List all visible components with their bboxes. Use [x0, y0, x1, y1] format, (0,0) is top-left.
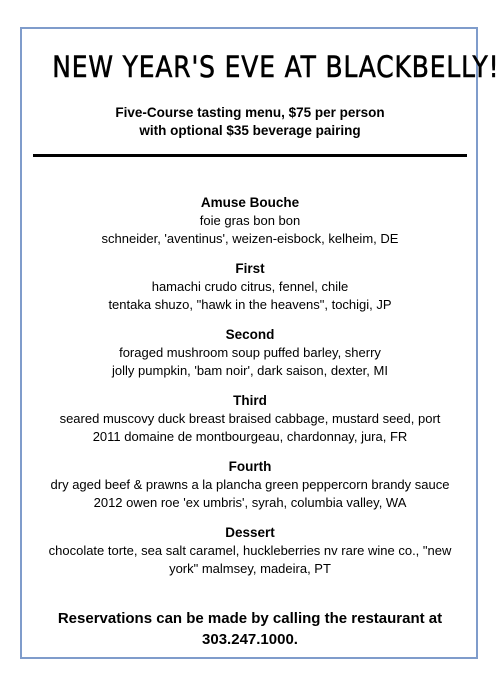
- course-pairing: tentaka shuzo, "hawk in the heavens", tochigi, JP: [108, 297, 392, 312]
- page-title-text: NEW YEAR'S EVE AT BLACKBELLY!: [52, 50, 500, 84]
- course-dish: foraged mushroom soup puffed barley, sherry: [119, 345, 381, 360]
- course-name: Third: [233, 393, 267, 408]
- course-pairing: jolly pumpkin, 'bam noir', dark saison, dexter, MI: [112, 363, 388, 378]
- course-second: [20, 326, 480, 380]
- course-dish: chocolate torte, sea salt caramel, huckleberries nv rare wine co., "new: [48, 543, 452, 558]
- course-name: Amuse Bouche: [200, 195, 300, 210]
- course-name: First: [235, 261, 265, 276]
- course-dessert: [20, 524, 480, 578]
- course-dish: foie gras bon bon: [199, 213, 301, 228]
- reservation-note: [40, 608, 460, 650]
- page-title: [52, 50, 500, 84]
- course-third: [20, 392, 480, 446]
- course-pairing: 2011 domaine de montbourgeau, chardonnay, jura, FR: [92, 429, 408, 444]
- menu-subtitle: [20, 104, 480, 140]
- course-amuse-bouche: [20, 194, 480, 248]
- divider-rule: [33, 154, 467, 157]
- course-name: Second: [225, 327, 275, 342]
- course-name: Dessert: [225, 525, 275, 540]
- reservation-line-1: Reservations can be made by calling the restaurant at: [57, 610, 443, 627]
- course-name: Fourth: [228, 459, 272, 474]
- course-dish: seared muscovy duck breast braised cabbage, mustard seed, port: [59, 411, 441, 426]
- course-dish: dry aged beef & prawns a la plancha green peppercorn brandy sauce: [50, 477, 450, 492]
- course-fourth: [20, 458, 480, 512]
- subtitle-line-2: with optional $35 beverage pairing: [139, 123, 361, 138]
- course-pairing: york" malmsey, madeira, PT: [169, 561, 331, 576]
- course-pairing: 2012 owen roe 'ex umbris', syrah, columbia valley, WA: [93, 495, 407, 510]
- course-dish: hamachi crudo citrus, fennel, chile: [151, 279, 349, 294]
- reservation-phone: 303.247.1000.: [202, 631, 298, 648]
- course-first: [20, 260, 480, 314]
- subtitle-line-1: Five-Course tasting menu, $75 per person: [115, 105, 385, 120]
- course-pairing: schneider, 'aventinus', weizen-eisbock, kelheim, DE: [101, 231, 399, 246]
